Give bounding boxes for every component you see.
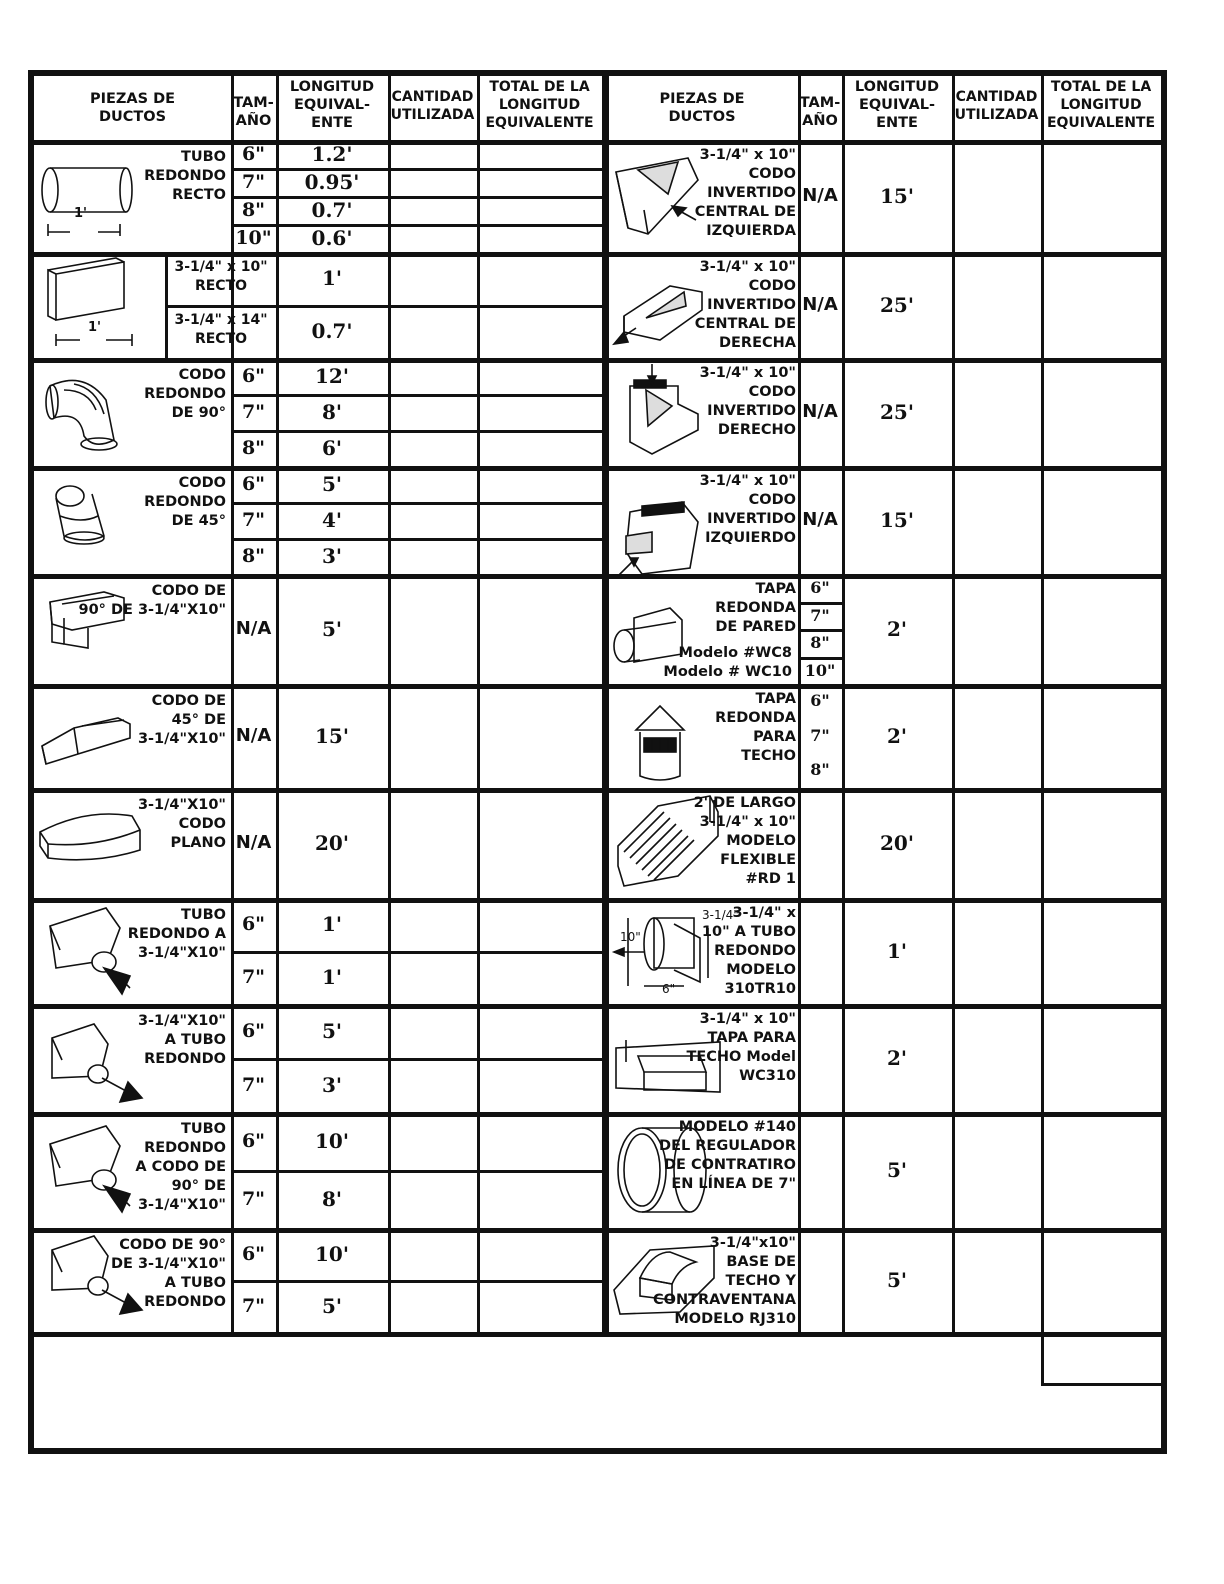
part-label: TUBO REDONDO A CODO DE 90° DE 3-1/4"X10"	[135, 1121, 226, 1213]
left-header-total: TOTAL DE LA LONGITUD EQUIVALENTE	[485, 79, 594, 131]
total-input-cell[interactable]	[1044, 901, 1161, 1004]
quantity-input-cell[interactable]	[391, 1231, 477, 1280]
dimension-label: 3-1/4"	[702, 908, 739, 922]
part-label: MODELO #140 DEL REGULADOR DE CONTRATIRO EN LÍNEA DE 7"	[659, 1119, 796, 1192]
quantity-input-cell[interactable]	[391, 199, 477, 224]
part-label: 3-1/4"x10" BASE DE TECHO Y CONTRAVENTANA MODELO RJ310	[652, 1235, 796, 1327]
inverted-right-elbow-icon	[612, 364, 698, 458]
quantity-input-cell[interactable]	[391, 791, 477, 898]
inverted-left-elbow-icon	[612, 482, 700, 578]
equivalent-length-value: 5'	[886, 1158, 908, 1182]
flexible-duct-icon	[614, 796, 720, 886]
total-input-cell[interactable]	[1044, 1231, 1161, 1332]
equivalent-length-value: 6'	[321, 436, 343, 460]
total-input-cell[interactable]	[480, 255, 602, 305]
part-label: TUBO REDONDO RECTO	[144, 149, 226, 203]
size-value: N/A	[802, 401, 838, 422]
quantity-input-cell[interactable]	[955, 143, 1041, 252]
size-value: 6"	[241, 913, 266, 935]
equivalent-length-value: 2'	[886, 724, 908, 748]
total-input-cell[interactable]	[480, 199, 602, 224]
quantity-input-cell[interactable]	[391, 1173, 477, 1228]
total-input-cell[interactable]	[480, 361, 602, 394]
quantity-input-cell[interactable]	[391, 505, 477, 538]
part-label: 3-1/4" x 10" CODO INVERTIDO IZQUIERDO	[699, 473, 796, 546]
inverted-center-right-elbow-icon	[610, 270, 704, 350]
quantity-input-cell[interactable]	[955, 901, 1041, 1004]
grand-total-input-cell[interactable]	[1044, 1335, 1161, 1383]
quantity-input-cell[interactable]	[391, 954, 477, 1004]
right-header-piezas: PIEZAS DE DUCTOS	[659, 91, 745, 125]
quantity-input-cell[interactable]	[391, 687, 477, 788]
size-value: N/A	[802, 294, 838, 315]
rect-45-elbow-icon	[38, 698, 134, 768]
size-value: 7"	[241, 401, 266, 423]
model-numbers: Modelo #WC8 Modelo # WC10	[663, 645, 792, 680]
size-value: 7"	[241, 1074, 266, 1096]
straight-round-pipe-icon	[40, 152, 132, 242]
total-input-cell[interactable]	[480, 1231, 602, 1280]
part-label: 3-1/4" x 10" CODO INVERTIDO DERECHO	[699, 365, 796, 438]
quantity-input-cell[interactable]	[391, 397, 477, 430]
total-input-cell[interactable]	[1044, 687, 1161, 788]
total-input-cell[interactable]	[480, 1115, 602, 1170]
quantity-input-cell[interactable]	[955, 791, 1041, 898]
quantity-input-cell[interactable]	[955, 1007, 1041, 1112]
equivalent-length-value: 4'	[321, 508, 343, 532]
total-input-cell[interactable]	[480, 577, 602, 684]
equivalent-length-value: 25'	[880, 293, 914, 317]
total-input-cell[interactable]	[480, 308, 602, 358]
equivalent-length-value: 20'	[315, 831, 349, 855]
total-input-cell[interactable]	[1044, 791, 1161, 898]
rect-90-elbow-icon	[44, 584, 130, 650]
total-input-cell[interactable]	[480, 227, 602, 252]
quantity-input-cell[interactable]	[391, 171, 477, 196]
total-input-cell[interactable]	[1044, 1007, 1161, 1112]
left-header-longitud: LONGITUD EQUIVAL- ENTE	[289, 79, 375, 131]
equivalent-length-value: 0.95'	[304, 170, 360, 194]
size-value: 7"	[241, 1188, 266, 1210]
equivalent-length-value: 1'	[321, 266, 343, 290]
total-input-cell[interactable]	[480, 1007, 602, 1058]
dimension-label: 1'	[88, 320, 102, 335]
part-label: CODO DE 90° DE 3-1/4"X10"	[78, 583, 226, 618]
quantity-input-cell[interactable]	[955, 577, 1041, 684]
size-value: 7"	[241, 509, 266, 531]
part-label: CODO REDONDO DE 90°	[144, 367, 226, 421]
size-value: 8"	[810, 760, 830, 780]
size-value: N/A	[802, 185, 838, 206]
roof-cap-wc310-icon	[610, 1018, 722, 1094]
total-input-cell[interactable]	[480, 1173, 602, 1228]
equivalent-length-value: 5'	[321, 617, 343, 641]
total-input-cell[interactable]	[480, 433, 602, 466]
equivalent-length-value: 5'	[321, 472, 343, 496]
part-label: 3-1/4" x 10" A TUBO REDONDO MODELO 310TR10	[701, 905, 796, 997]
dimension-label: 10"	[620, 930, 641, 944]
size-value: 8"	[810, 633, 830, 652]
round-wall-cap-icon	[610, 600, 686, 666]
total-input-cell[interactable]	[480, 901, 602, 951]
size-value: 6"	[241, 1020, 266, 1042]
equivalent-length-value: 2'	[886, 1046, 908, 1070]
part-label: CODO DE 45° DE 3-1/4"X10"	[137, 693, 226, 747]
size-value: N/A	[235, 618, 272, 639]
dimension-label: 6"	[662, 982, 676, 996]
part-label: 3-1/4" x 10" CODO INVERTIDO CENTRAL DE IZQUIERDA	[694, 147, 796, 239]
round-roof-cap-icon	[630, 700, 690, 784]
quantity-input-cell[interactable]	[955, 1231, 1041, 1332]
equivalent-length-value: 10'	[315, 1242, 349, 1266]
total-input-cell[interactable]	[480, 687, 602, 788]
equivalent-length-value: 25'	[880, 400, 914, 424]
part-label: CODO DE 90° DE 3-1/4"X10" A TUBO REDONDO	[110, 1237, 226, 1310]
total-input-cell[interactable]	[480, 143, 602, 168]
quantity-input-cell[interactable]	[391, 143, 477, 168]
part-label: TAPA REDONDA DE PARED	[715, 581, 796, 635]
quantity-input-cell[interactable]	[391, 227, 477, 252]
right-header-tamano: TAM- AÑO	[799, 95, 841, 129]
quantity-input-cell[interactable]	[391, 1061, 477, 1112]
right-header-total: TOTAL DE LA LONGITUD EQUIVALENTE	[1046, 79, 1156, 131]
quantity-input-cell[interactable]	[391, 433, 477, 466]
size-value: 6"	[241, 143, 266, 165]
equivalent-length-value: 1'	[886, 939, 908, 963]
left-header-cantidad: CANTIDAD UTILIZADA	[390, 89, 475, 123]
equivalent-length-value: 0.7'	[311, 319, 353, 343]
total-input-cell[interactable]	[480, 505, 602, 538]
flat-elbow-icon	[36, 806, 142, 868]
size-value: 7"	[810, 605, 830, 625]
size-value: N/A	[235, 725, 272, 746]
equivalent-length-value: 15'	[880, 508, 914, 532]
size-value: 7"	[241, 1295, 266, 1317]
part-label: CODO REDONDO DE 45°	[144, 475, 226, 529]
equivalent-length-value: 8'	[321, 1187, 343, 1211]
size-value: N/A	[802, 509, 838, 530]
equivalent-length-value: 3'	[321, 1073, 343, 1097]
size-value: 7"	[241, 171, 266, 193]
round-45-elbow-icon	[48, 480, 108, 550]
total-input-cell[interactable]	[1044, 255, 1161, 358]
quantity-input-cell[interactable]	[391, 1007, 477, 1058]
size-value: 8"	[241, 199, 266, 221]
rect-90-elbow-to-round-icon	[38, 1232, 144, 1320]
size-value: 6"	[241, 1130, 266, 1152]
equivalent-length-value: 15'	[880, 184, 914, 208]
part-label: TUBO REDONDO A 3-1/4"X10"	[127, 907, 226, 961]
total-box-line	[1041, 1383, 1161, 1386]
quantity-input-cell[interactable]	[391, 541, 477, 574]
equivalent-length-value: 5'	[321, 1294, 343, 1318]
quantity-input-cell[interactable]	[955, 469, 1041, 574]
size-value: 6"	[241, 365, 266, 387]
size-label: 3-1/4" x 10" RECTO	[174, 259, 268, 294]
part-label: 3-1/4"X10" A TUBO REDONDO	[137, 1013, 226, 1067]
part-label: 2' DE LARGO 3-1/4" x 10" MODELO FLEXIBLE #RD 1	[693, 795, 796, 887]
equivalent-length-value: 15'	[315, 724, 349, 748]
quantity-input-cell[interactable]	[955, 361, 1041, 466]
part-label: 3-1/4" x 10" CODO INVERTIDO CENTRAL DE DERECHA	[694, 259, 796, 351]
equivalent-length-value: 5'	[886, 1268, 908, 1292]
total-input-cell[interactable]	[1044, 143, 1161, 252]
dimension-label: 1'	[74, 206, 88, 221]
roof-jack-icon	[610, 1230, 716, 1318]
round-to-rect-90-elbow-icon	[36, 1124, 136, 1220]
total-input-cell[interactable]	[480, 954, 602, 1004]
inline-damper-icon	[612, 1122, 704, 1218]
total-input-cell[interactable]	[480, 397, 602, 430]
equivalent-length-value: 2'	[886, 617, 908, 641]
equivalent-length-value: 3'	[321, 544, 343, 568]
left-header-tamano: TAM- AÑO	[233, 95, 274, 129]
equivalent-length-value: 1.2'	[311, 142, 353, 166]
duct-equivalent-length-worksheet	[28, 70, 1167, 1454]
size-value: 8"	[241, 545, 266, 567]
total-input-cell[interactable]	[1044, 469, 1161, 574]
round-90-elbow-icon	[44, 370, 122, 450]
equivalent-length-value: 12'	[315, 364, 349, 388]
center-divider	[606, 76, 609, 1332]
equivalent-length-value: 10'	[315, 1129, 349, 1153]
equivalent-length-value: 20'	[880, 831, 914, 855]
quantity-input-cell[interactable]	[391, 901, 477, 951]
part-label: 3-1/4" x 10" TAPA PARA TECHO Model WC310	[686, 1011, 796, 1084]
total-input-cell[interactable]	[1044, 1115, 1161, 1228]
size-value: 7"	[810, 725, 830, 745]
total-input-cell[interactable]	[480, 171, 602, 196]
size-value: 6"	[241, 1243, 266, 1265]
total-input-cell[interactable]	[1044, 577, 1161, 684]
part-label: TAPA REDONDA PARA TECHO	[715, 691, 796, 764]
equivalent-length-value: 1'	[321, 965, 343, 989]
quantity-input-cell[interactable]	[391, 1115, 477, 1170]
right-header-longitud: LONGITUD EQUIVAL- ENTE	[854, 79, 940, 131]
quantity-input-cell[interactable]	[391, 361, 477, 394]
quantity-input-cell[interactable]	[391, 255, 477, 305]
part-label: 3-1/4"X10" CODO PLANO	[137, 797, 226, 851]
size-value: 10"	[235, 227, 272, 249]
rect-to-round-transition-icon	[38, 1020, 144, 1104]
size-value: 6"	[810, 691, 830, 710]
total-input-cell[interactable]	[480, 1283, 602, 1332]
size-value: 6"	[810, 578, 830, 597]
quantity-input-cell[interactable]	[391, 1283, 477, 1332]
left-header-piezas: PIEZAS DE DUCTOS	[89, 91, 176, 125]
size-value: 8"	[241, 437, 266, 459]
equivalent-length-value: 1'	[321, 912, 343, 936]
total-input-cell[interactable]	[480, 541, 602, 574]
quantity-input-cell[interactable]	[955, 1115, 1041, 1228]
quantity-input-cell[interactable]	[955, 255, 1041, 358]
equivalent-length-value: 5'	[321, 1019, 343, 1043]
quantity-input-cell[interactable]	[391, 577, 477, 684]
total-input-cell[interactable]	[480, 791, 602, 898]
size-value: 6"	[241, 473, 266, 495]
equivalent-length-value: 0.6'	[311, 226, 353, 250]
size-value: 10"	[804, 660, 836, 680]
inverted-center-left-elbow-icon	[608, 150, 700, 234]
equivalent-length-value: 8'	[321, 400, 343, 424]
size-value: N/A	[235, 832, 272, 853]
quantity-input-cell[interactable]	[391, 469, 477, 502]
total-input-cell[interactable]	[480, 1061, 602, 1112]
equivalent-length-value: 0.7'	[311, 198, 353, 222]
total-input-cell[interactable]	[1044, 361, 1161, 466]
size-value: 7"	[241, 966, 266, 988]
quantity-input-cell[interactable]	[955, 687, 1041, 788]
round-to-rect-transition-icon	[36, 906, 136, 998]
total-input-cell[interactable]	[480, 469, 602, 502]
quantity-input-cell[interactable]	[391, 308, 477, 358]
row-divider	[34, 1332, 1161, 1337]
size-label: 3-1/4" x 14" RECTO	[174, 312, 268, 347]
right-header-cantidad: CANTIDAD UTILIZADA	[954, 89, 1039, 123]
